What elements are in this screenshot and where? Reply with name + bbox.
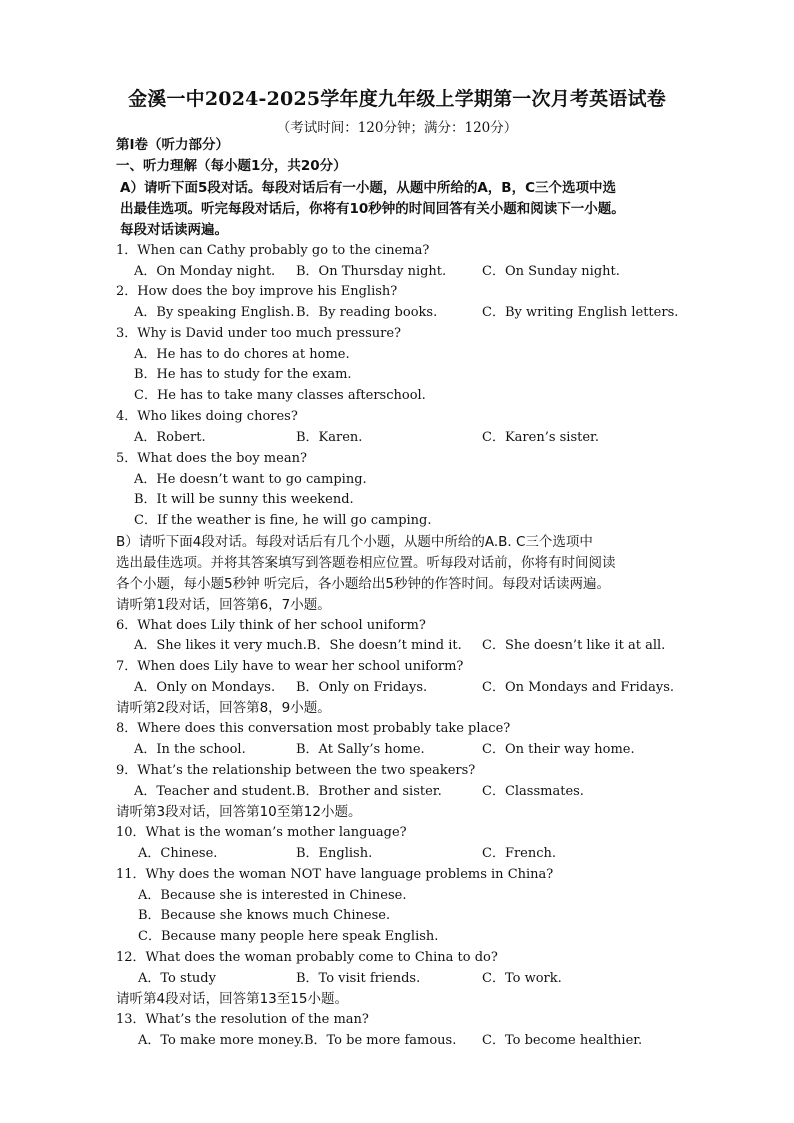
option-c: C．To work. <box>482 971 562 986</box>
option-c: C．Because many people here speak English. <box>138 929 439 944</box>
option-c: C．To become healthier. <box>482 1033 643 1048</box>
option-b: B．On Thursday night. <box>296 264 447 279</box>
option-b: B．English. <box>296 846 373 861</box>
question-stem: 12．What does the woman probably come to China to do? <box>116 950 498 965</box>
option-a: A．To study <box>138 971 216 986</box>
option-a: A．Chinese. <box>138 846 218 861</box>
option-b: B．He has to study for the exam. <box>134 367 352 382</box>
option-a: A．By speaking English. <box>134 305 295 320</box>
dialog-instruction: 请听第3段对话，回答第10至第12小题。 <box>116 804 362 820</box>
dialog-instruction: 请听第2段对话，回答第8，9小题。 <box>116 700 331 716</box>
option-c: C．If the weather is fine, he will go camping. <box>134 513 432 528</box>
option-c: C．On Sunday night. <box>482 264 620 279</box>
section-heading: 一、听力理解（每小题1分，共20分） <box>116 158 347 174</box>
option-a: A．On Monday night. <box>134 264 276 279</box>
instruction-a-line: 出最佳选项。听完每段对话后，你将有10秒钟的时间回答有关小题和阅读下一小题。 <box>120 201 625 217</box>
option-c: C．Karen’s sister. <box>482 430 599 445</box>
option-c: C．By writing English letters. <box>482 305 679 320</box>
option-a: A．Robert. <box>134 430 206 445</box>
dialog-instruction: 请听第1段对话，回答第6，7小题。 <box>116 597 331 613</box>
option-b: B．Brother and sister. <box>296 784 442 799</box>
instruction-a-line: A）请听下面5段对话。每段对话后有一小题，从题中所给的A，B，C三个选项中选 <box>120 180 616 196</box>
option-c: C．He has to take many classes afterschool. <box>134 388 426 403</box>
option-b: B．By reading books. <box>296 305 438 320</box>
option-c: C．Classmates. <box>482 784 584 799</box>
instruction-a-line: 每段对话读两遍。 <box>120 222 228 238</box>
option-ab: A．To make more money.B．To be more famous. <box>138 1033 457 1048</box>
question-stem: 4．Who likes doing chores? <box>116 409 298 424</box>
option-b: B．At Sally’s home. <box>296 742 425 757</box>
option-c: C．She doesn’t like it at all. <box>482 638 666 653</box>
question-stem: 7．When does Lily have to wear her school uniform? <box>116 659 464 674</box>
option-b: B．It will be sunny this weekend. <box>134 492 354 507</box>
question-stem: 2．How does the boy improve his English? <box>116 284 398 299</box>
option-c: C．On their way home. <box>482 742 635 757</box>
question-stem: 10．What is the woman’s mother language? <box>116 825 407 840</box>
option-a: A．He has to do chores at home. <box>134 347 350 362</box>
instruction-b-line: 选出最佳选项。并将其答案填写到答题卷相应位置。听每段对话前，你将有时间阅读 <box>116 555 616 571</box>
part-heading: 第Ⅰ卷（听力部分） <box>116 137 230 153</box>
question-stem: 6．What does Lily think of her school uniform? <box>116 618 426 633</box>
dialog-instruction: 请听第4段对话，回答第13至15小题。 <box>116 991 348 1007</box>
question-stem: 1．When can Cathy probably go to the cinema? <box>116 243 430 258</box>
instruction-b-line: B）请听下面4段对话。每段对话后有几个小题，从题中所给的A.B. C三个选项中 <box>116 534 593 550</box>
exam-title: 金溪一中2024-2025学年度九年级上学期第一次月考英语试卷 <box>128 88 666 110</box>
option-ab: A．She likes it very much.B．She doesn’t mind it. <box>134 638 462 653</box>
option-a: A．He doesn’t want to go camping. <box>134 472 367 487</box>
exam-subtitle: （考试时间：120分钟；满分：120分） <box>276 120 518 136</box>
option-c: C．On Mondays and Fridays. <box>482 680 675 695</box>
question-stem: 5．What does the boy mean? <box>116 451 307 466</box>
option-b: B．Only on Fridays. <box>296 680 428 695</box>
question-stem: 3．Why is David under too much pressure? <box>116 326 401 341</box>
question-stem: 11．Why does the woman NOT have language problems in China? <box>116 867 554 882</box>
option-a: A．Because she is interested in Chinese. <box>138 888 407 903</box>
option-b: B．Karen. <box>296 430 363 445</box>
option-a: A．In the school. <box>134 742 246 757</box>
option-c: C．French. <box>482 846 557 861</box>
option-b: B．Because she knows much Chinese. <box>138 908 391 923</box>
instruction-b-line: 各个小题，每小题5秒钟 听完后，各小题给出5秒钟的作答时间。每段对话读两遍。 <box>116 576 610 592</box>
option-b: B．To visit friends. <box>296 971 421 986</box>
question-stem: 8．Where does this conversation most probably take place? <box>116 721 511 736</box>
option-a: A．Teacher and student. <box>134 784 296 799</box>
question-stem: 9．What’s the relationship between the two speakers? <box>116 763 476 778</box>
question-stem: 13．What’s the resolution of the man? <box>116 1012 369 1027</box>
option-a: A．Only on Mondays. <box>134 680 276 695</box>
